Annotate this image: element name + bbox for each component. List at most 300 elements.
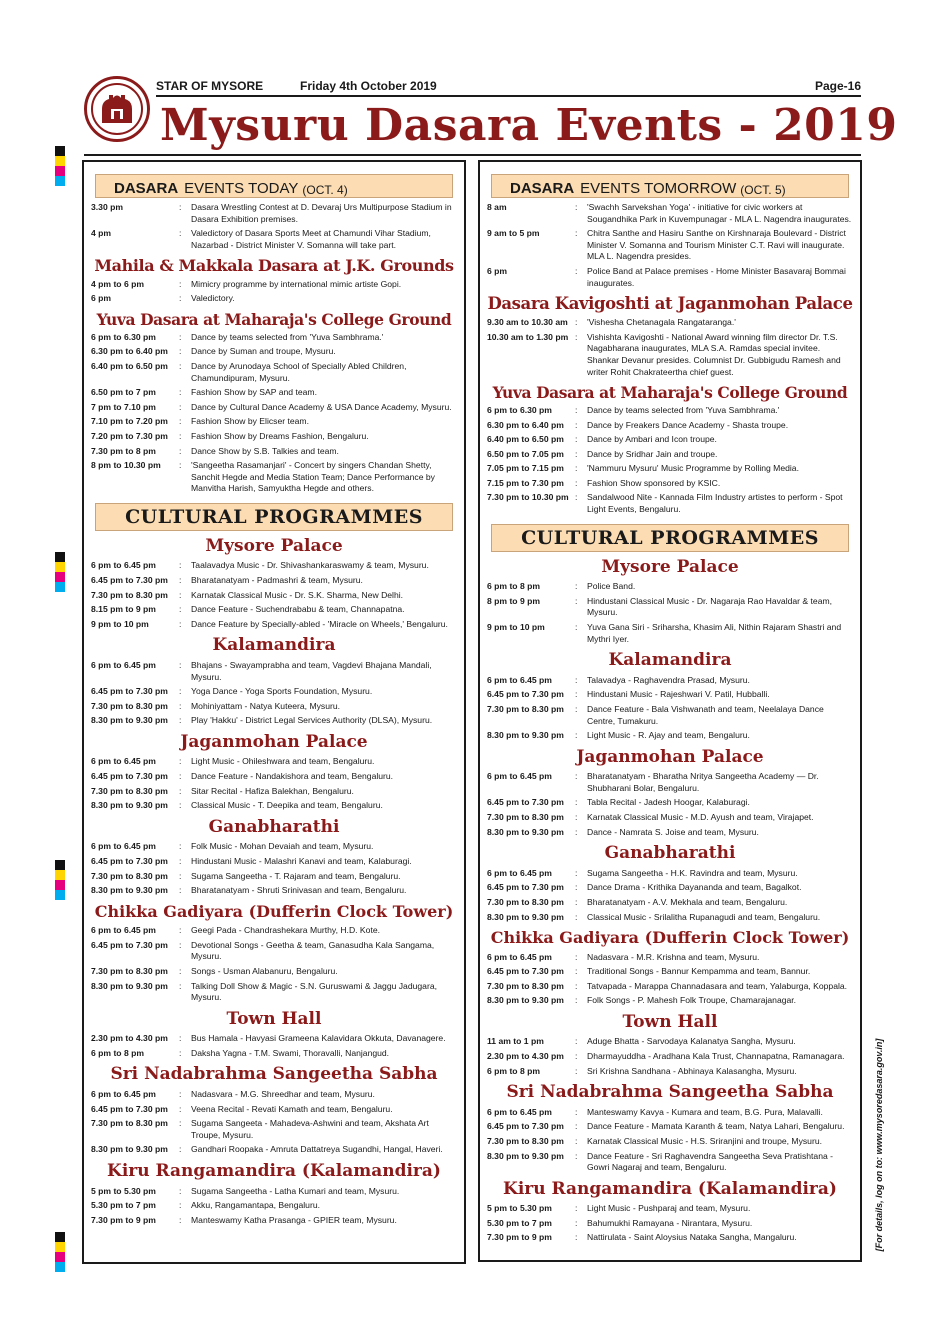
registration-strip-top: [55, 146, 65, 186]
events-today-column: [82, 160, 466, 1264]
event-row: [487, 1121, 853, 1133]
title-rule: [84, 154, 861, 156]
colon-separator: :: [179, 460, 182, 471]
website-note: [869, 1020, 884, 1270]
event-time: 6 pm to 6.45 pm: [487, 674, 552, 685]
events-tomorrow-banner: [491, 174, 849, 198]
event-description: Songs - Usman Alabanuru, Bengaluru.: [191, 965, 338, 976]
event-row: [487, 966, 853, 978]
event-row: [487, 730, 853, 742]
colon-separator: :: [179, 939, 182, 950]
event-row: [91, 293, 457, 305]
event-row: [91, 619, 457, 631]
colon-separator: :: [575, 1232, 578, 1243]
colon-separator: :: [575, 1036, 578, 1047]
event-time: 6.45 pm to 7.30 pm: [487, 689, 564, 700]
event-time: 8.30 pm to 9.30 pm: [91, 885, 168, 896]
event-description: Manteswamy Katha Prasanga - GPIER team, Mysuru.: [191, 1214, 397, 1225]
event-row: [91, 446, 457, 458]
colon-separator: :: [575, 419, 578, 430]
event-description: Sugama Sangeetha - T. Rajaram and team, Bengaluru.: [191, 870, 401, 881]
event-description: Sandalwood Nite - Kannada Film Industry artistes to perform - Spot Light Events, Bengaluru.: [587, 492, 843, 515]
event-time: 7.30 pm to 8.30 pm: [91, 965, 168, 976]
event-row: [487, 1136, 853, 1148]
colon-separator: :: [179, 416, 182, 427]
dasara-logo: [84, 76, 150, 142]
colon-separator: :: [179, 1089, 182, 1099]
venue-heading: Jaganmohan Palace: [576, 746, 764, 767]
event-time: 6 pm to 6.45 pm: [91, 1089, 156, 1099]
colon-separator: :: [575, 771, 578, 782]
event-time: 6.45 pm to 7.30 pm: [91, 855, 168, 866]
event-time: 7.30 pm to 8.30 pm: [487, 896, 564, 907]
colon-separator: :: [179, 1033, 182, 1044]
event-description: 'Swachh Sarvekshan Yoga' - initiative for civic workers at Sougandhika Park in Kuvempunagar - MLA L. Nagendra inaugurates.: [587, 202, 852, 224]
event-row: [487, 317, 853, 329]
event-time: 7 pm to 7.10 pm: [91, 401, 156, 412]
colon-separator: :: [575, 911, 578, 922]
event-row: [91, 1215, 457, 1227]
event-time: 4 pm to 6 pm: [91, 278, 145, 289]
event-row: [487, 995, 853, 1007]
colon-separator: :: [575, 730, 578, 741]
colon-separator: :: [575, 1203, 578, 1214]
event-time: 6.45 pm to 7.30 pm: [91, 771, 168, 782]
event-description: Traditional Songs - Bannur Kempamma and team, Bannur.: [587, 966, 811, 977]
venue-heading: Kiru Rangamandira (Kalamandira): [107, 1160, 441, 1181]
event-description: Gandhari Roopaka - Amruta Dattatreya Sugandhi, Hangal, Haveri.: [191, 1144, 443, 1155]
event-description: Light Music - R. Ajay and team, Bengaluru.: [587, 730, 750, 741]
event-description: Dance Drama - Krithika Dayananda and team, Bagalkot.: [587, 882, 802, 893]
event-time: 7.15 pm to 7.30 pm: [487, 477, 564, 488]
event-description: Dance Feature - Bala Vishwanath and team, Neelalaya Dance Centre, Tumakuru.: [587, 703, 824, 726]
cultural-programmes-banner: CULTURAL PROGRAMMES: [491, 524, 849, 552]
event-row: [91, 800, 457, 812]
event-row: [487, 492, 853, 515]
colon-separator: :: [179, 686, 182, 697]
colon-separator: :: [575, 621, 578, 632]
banner-date: (OCT. 5): [740, 183, 786, 197]
event-description: Light Music - Ohileshwara and team, Bengaluru.: [191, 756, 375, 767]
event-time: 8.15 pm to 9 pm: [91, 604, 156, 615]
event-description: Geegi Pada - Chandrashekara Murthy, H.D. Kote.: [191, 925, 380, 936]
colon-separator: :: [575, 812, 578, 823]
event-row: [91, 416, 457, 428]
event-description: Fashion Show sponsored by KSIC.: [587, 477, 721, 488]
website-note-text: [For details, log on to: www.mysoredasara.gov.in]: [874, 1038, 884, 1252]
event-time: 6 pm: [487, 265, 508, 276]
venues: [487, 558, 853, 1244]
colon-separator: :: [179, 659, 182, 670]
colon-separator: :: [179, 756, 182, 767]
banner-dasara: DASARA: [114, 180, 179, 197]
colon-separator: :: [179, 1200, 182, 1211]
event-row: [487, 704, 853, 727]
event-time: 5 pm to 5.30 pm: [91, 1185, 156, 1196]
event-description: Akku, Rangamantapa, Bengaluru.: [191, 1200, 320, 1211]
venue-heading: Chikka Gadiyara (Dufferin Clock Tower): [490, 928, 850, 948]
event-time: 7.30 pm to 8.30 pm: [91, 1118, 168, 1129]
registration-strip-bottom: [55, 1232, 65, 1272]
event-row: [91, 332, 457, 344]
venue-heading: Jaganmohan Palace: [180, 731, 368, 752]
event-row: [91, 686, 457, 698]
event-time: 2.30 pm to 4.30 pm: [91, 1033, 168, 1044]
event-row: [91, 981, 457, 1004]
event-row: [487, 420, 853, 432]
event-description: Sugama Sangeeta - Mahadeva-Ashwini and team, Akshata Art Troupe, Mysuru.: [191, 1118, 429, 1140]
colon-separator: :: [575, 581, 578, 592]
colon-separator: :: [179, 430, 182, 441]
colon-separator: :: [575, 995, 578, 1006]
event-time: 7.30 pm to 10.30 pm: [487, 492, 569, 503]
colon-separator: :: [575, 966, 578, 977]
event-row: [487, 1036, 853, 1048]
colon-separator: :: [179, 855, 182, 866]
event-time: 8.30 pm to 9.30 pm: [91, 980, 168, 991]
registration-strip-lower: [55, 860, 65, 900]
event-time: 7.10 pm to 7.20 pm: [91, 416, 168, 427]
event-time: 9 pm to 10 pm: [91, 618, 149, 629]
event-description: Talavadya - Raghavendra Prasad, Mysuru.: [587, 674, 750, 685]
event-time: 8.30 pm to 9.30 pm: [487, 826, 564, 837]
event-description: Taalavadya Music - Dr. Shivashankaraswamy & team, Mysuru.: [191, 560, 429, 571]
event-row: [91, 701, 457, 713]
sections: [91, 257, 457, 495]
event-description: Dance by Suman and troupe, Mysuru.: [191, 346, 336, 357]
event-description: 'Nammuru Mysuru' Music Programme by Rolling Media.: [587, 463, 799, 474]
event-row: [91, 202, 457, 225]
event-description: Classical Music - T. Deepika and team, Bengaluru.: [191, 800, 383, 811]
event-description: Vishishta Kavigoshti - National Award winning film director Dr. T.S. Nagabharana inaugurates, MLA S.A. Ramdas special invitee. Shankar Devanur presides. Columnist Dr. Gubbigudu Ramesh and writer Rohit Chakrateertha chief guest.: [587, 331, 841, 377]
event-description: Dance by Ambari and Icon troupe.: [587, 434, 717, 445]
event-row: [91, 346, 457, 358]
event-row: [487, 596, 853, 619]
event-row: [91, 1200, 457, 1212]
event-row: [487, 827, 853, 839]
event-time: 7.30 pm to 8.30 pm: [487, 1135, 564, 1146]
event-description: Dance - Namrata S. Joise and team, Mysuru.: [587, 826, 759, 837]
colon-separator: :: [179, 589, 182, 600]
colon-separator: :: [179, 1185, 182, 1196]
colon-separator: :: [179, 360, 182, 371]
event-description: Karnatak Classical Music - H.S. Sriranjini and troupe, Mysuru.: [587, 1135, 822, 1146]
event-description: Talking Doll Show & Magic - S.N. Guruswami & Jaggu Jadugara, Mysuru.: [191, 980, 437, 1003]
event-description: Hindustani Music - Rajeshwari V. Patil, Hubballi.: [587, 689, 770, 700]
event-description: 'Vishesha Chetanagala Rangataranga.': [587, 317, 736, 328]
event-time: 8 am: [487, 202, 507, 212]
event-description: Karnatak Classical Music - Dr. S.K. Sharma, New Delhi.: [191, 589, 404, 600]
colon-separator: :: [575, 882, 578, 893]
event-time: 6.40 pm to 6.50 pm: [91, 360, 168, 371]
colon-separator: :: [575, 463, 578, 474]
event-time: 5 pm to 5.30 pm: [487, 1203, 552, 1214]
event-description: Sugama Sangeetha - Latha Kumari and team, Mysuru.: [191, 1185, 400, 1196]
event-row: [487, 1107, 853, 1119]
event-description: Play 'Hakku' - District Legal Services Authority (DLSA), Mysuru.: [191, 715, 433, 726]
event-time: 6.45 pm to 7.30 pm: [91, 939, 168, 950]
colon-separator: :: [575, 228, 578, 239]
event-description: Police Band at Palace premises - Home Minister Basavaraj Bommai inaugurates.: [587, 265, 846, 288]
event-description: Bharatanatyam - Shruti Srinivasan and team, Bengaluru.: [191, 885, 407, 896]
event-description: Dance Feature - Sri Raghavendra Sangeetha Seva Pratishtana - Gowri Nagaraj and team, Bengaluru.: [587, 1150, 834, 1173]
venue-heading: Ganabharathi: [604, 843, 736, 864]
event-row: [487, 202, 853, 225]
colon-separator: :: [179, 1103, 182, 1114]
event-row: [91, 1089, 457, 1101]
banner-label: EVENTS TOMORROW: [580, 180, 737, 197]
event-description: Tatvapada - Marappa Channadasara and team, Yalaburga, Koppala.: [587, 980, 848, 991]
event-description: Yoga Dance - Yoga Sports Foundation, Mysuru.: [191, 686, 373, 697]
event-description: Bahumukhi Ramayana - Nirantara, Mysuru.: [587, 1217, 753, 1228]
event-time: 7.30 pm to 8.30 pm: [91, 589, 168, 600]
event-row: [91, 1118, 457, 1141]
event-time: 6.45 pm to 7.30 pm: [487, 1121, 564, 1132]
colon-separator: :: [179, 387, 182, 398]
event-row: [487, 478, 853, 490]
colon-separator: :: [179, 771, 182, 782]
event-description: Daksha Yagna - T.M. Swami, Thoravalli, Nanjangud.: [191, 1047, 390, 1058]
event-row: [91, 575, 457, 587]
event-row: [91, 1144, 457, 1156]
colon-separator: :: [575, 689, 578, 700]
event-row: [487, 581, 853, 593]
event-description: Nadasvara - M.G. Shreedhar and team, Mysuru.: [191, 1089, 375, 1099]
event-row: [91, 279, 457, 291]
event-time: 7.30 pm to 8.30 pm: [91, 785, 168, 796]
event-row: [487, 1232, 853, 1244]
banner-label: EVENTS TODAY: [184, 180, 299, 197]
event-description: Dasara Wrestling Contest at D. Devaraj Urs Multipurpose Stadium in Dasara Exhibition premises.: [191, 202, 452, 224]
venue-heading: Town Hall: [622, 1011, 718, 1032]
event-row: [487, 332, 853, 378]
venue-heading: Kiru Rangamandira (Kalamandira): [503, 1178, 837, 1199]
event-description: Chitra Santhe and Hasiru Santhe on Kirshnaraja Boulevard - District Minister V. Somanna and Tourism Minister C.T. Ravi will inaugurate. MLA L. Nagendra presides.: [587, 228, 846, 262]
event-description: Aduge Bhatta - Sarvodaya Kalanatya Sangha, Mysuru.: [587, 1036, 796, 1047]
sections: [487, 295, 853, 516]
event-row: [91, 431, 457, 443]
event-row: [487, 1051, 853, 1063]
event-time: 6 pm to 8 pm: [487, 1065, 541, 1076]
colon-separator: :: [179, 618, 182, 629]
event-description: Police Band.: [587, 581, 636, 592]
colon-separator: :: [575, 826, 578, 837]
event-row: [487, 1066, 853, 1078]
event-row: [487, 405, 853, 417]
colon-separator: :: [575, 595, 578, 606]
event-time: 7.30 pm to 9 pm: [91, 1214, 156, 1225]
event-time: 6 pm to 6.45 pm: [487, 1106, 552, 1117]
event-row: [487, 622, 853, 645]
colon-separator: :: [575, 1150, 578, 1161]
venues: [91, 537, 457, 1226]
venue-heading: Kalamandira: [608, 650, 732, 671]
event-time: 6 pm to 6.45 pm: [91, 925, 156, 936]
event-row: [487, 434, 853, 446]
event-row: [487, 1151, 853, 1174]
event-description: Mohiniyattam - Natya Kuteera, Mysuru.: [191, 700, 341, 711]
event-row: [91, 1186, 457, 1198]
colon-separator: :: [179, 1144, 182, 1155]
venue-heading: Mysore Palace: [601, 556, 739, 577]
event-time: 8.30 pm to 9.30 pm: [91, 1144, 168, 1155]
event-description: Dance by teams selected from 'Yuva Sambhrama.': [191, 331, 384, 342]
section-heading: Yuva Dasara at Maharaja's College Ground: [96, 309, 452, 329]
colon-separator: :: [179, 228, 182, 239]
event-description: Bharatanatyam - Padmashri & team, Mysuru.: [191, 575, 363, 586]
event-description: Bus Hamala - Havyasi Grameena Kalavidara Okkuta, Davanagere.: [191, 1033, 446, 1044]
event-time: 2.30 pm to 4.30 pm: [487, 1051, 564, 1062]
event-row: [91, 361, 457, 384]
colon-separator: :: [179, 278, 182, 289]
event-description: Nattirulata - Saint Aloysius Nataka Sangha, Mangaluru.: [587, 1232, 797, 1243]
colon-separator: :: [179, 700, 182, 711]
event-row: [487, 812, 853, 824]
colon-separator: :: [575, 1217, 578, 1228]
event-description: Folk Music - Mohan Devaiah and team, Mysuru.: [191, 841, 374, 852]
venue-heading: Town Hall: [226, 1008, 322, 1029]
event-description: Light Music - Pushparaj and team, Mysuru.: [587, 1203, 751, 1214]
colon-separator: :: [179, 445, 182, 456]
event-row: [487, 952, 853, 964]
event-row: [91, 940, 457, 963]
event-row: [91, 771, 457, 783]
colon-separator: :: [575, 448, 578, 459]
event-row: [91, 871, 457, 883]
event-description: Valedictory.: [191, 293, 235, 304]
event-row: [487, 897, 853, 909]
colon-separator: :: [575, 404, 578, 415]
event-description: Dharmayuddha - Aradhana Kala Trust, Channapatna, Ramanagara.: [587, 1051, 845, 1062]
event-description: Dance by teams selected from 'Yuva Sambhrama.': [587, 404, 780, 415]
event-row: [91, 604, 457, 616]
event-time: 6 pm to 6.45 pm: [91, 756, 156, 767]
event-description: Hindustani Classical Music - Dr. Nagaraja Rao Havaldar & team, Mysuru.: [587, 595, 833, 618]
event-time: 6.45 pm to 7.30 pm: [487, 797, 564, 808]
venue-heading: Chikka Gadiyara (Dufferin Clock Tower): [94, 901, 454, 921]
venue-heading: Ganabharathi: [208, 816, 340, 837]
event-time: 6 pm to 6.45 pm: [487, 951, 552, 962]
event-time: 4 pm: [91, 228, 112, 239]
event-time: 6.50 pm to 7 pm: [91, 387, 156, 398]
colon-separator: :: [179, 202, 182, 212]
event-time: 7.30 pm to 8.30 pm: [91, 700, 168, 711]
event-row: [487, 912, 853, 924]
colon-separator: :: [575, 1135, 578, 1146]
event-row: [91, 1048, 457, 1060]
event-row: [91, 925, 457, 937]
section-heading: Dasara Kavigoshti at Jaganmohan Palace: [487, 294, 853, 314]
event-description: Veena Recital - Revati Kamath and team, Bengaluru.: [191, 1103, 393, 1114]
event-time: 11 am to 1 pm: [487, 1036, 544, 1047]
colon-separator: :: [179, 575, 182, 586]
event-row: [91, 715, 457, 727]
event-time: 7.30 pm to 8.30 pm: [487, 703, 564, 714]
event-time: 8.30 pm to 9.30 pm: [91, 715, 168, 726]
event-time: 6.45 pm to 7.30 pm: [91, 686, 168, 697]
colon-separator: :: [179, 1118, 182, 1129]
colon-separator: :: [575, 674, 578, 685]
event-description: Fashion Show by SAP and team.: [191, 387, 317, 398]
event-row: [487, 981, 853, 993]
event-description: Fashion Show by Dreams Fashion, Bengaluru.: [191, 430, 369, 441]
event-time: 10.30 am to 1.30 pm: [487, 331, 569, 342]
event-description: Sitar Recital - Hafiza Balekhan, Bengaluru.: [191, 785, 354, 796]
event-row: [91, 460, 457, 495]
event-description: Fashion Show by Elicser team.: [191, 416, 309, 427]
colon-separator: :: [575, 980, 578, 991]
colon-separator: :: [575, 331, 578, 342]
event-time: 7.30 pm to 8.30 pm: [91, 870, 168, 881]
event-time: 6 pm to 6.45 pm: [487, 867, 552, 878]
event-row: [91, 885, 457, 897]
event-description: 'Sangeetha Rasamanjari' - Concert by singers Chandan Shetty, Sanchit Hegde and Media Station Team; Dance Performance by Manvitha Harish, Samyuktha Hegde and others.: [191, 460, 435, 494]
event-description: Dance by Freakers Dance Academy - Shasta troupe.: [587, 419, 789, 430]
colon-separator: :: [179, 841, 182, 852]
colon-separator: :: [575, 896, 578, 907]
event-description: Tabla Recital - Jadesh Hoogar, Kalaburagi.: [587, 797, 750, 808]
colon-separator: :: [575, 202, 578, 212]
colon-separator: :: [179, 800, 182, 811]
event-description: Dance Feature - Mamata Karanth & team, Natya Lahari, Bengaluru.: [587, 1121, 845, 1132]
registration-strip-middle: [55, 552, 65, 592]
page-number: Page-16: [814, 79, 861, 93]
colon-separator: :: [179, 560, 182, 571]
event-time: 6.30 pm to 6.40 pm: [91, 346, 168, 357]
event-time: 6.45 pm to 7.30 pm: [487, 966, 564, 977]
event-time: 9.30 am to 10.30 am: [487, 317, 568, 328]
venue-heading: Sri Nadabrahma Sangeetha Sabha: [506, 1082, 834, 1103]
event-time: 5.30 pm to 7 pm: [91, 1200, 156, 1211]
events-list: [91, 202, 457, 251]
colon-separator: :: [575, 797, 578, 808]
venue-heading: Kalamandira: [212, 635, 336, 656]
event-time: 6 pm to 8 pm: [91, 1047, 145, 1058]
event-time: 5.30 pm to 7 pm: [487, 1217, 552, 1228]
colon-separator: :: [179, 604, 182, 615]
event-row: [91, 590, 457, 602]
event-row: [487, 449, 853, 461]
event-time: 7.20 pm to 7.30 pm: [91, 430, 168, 441]
header-rule: [156, 95, 861, 97]
event-time: 6 pm to 6.30 pm: [487, 404, 552, 415]
event-description: Dance by Cultural Dance Academy & USA Dance Academy, Mysuru.: [191, 401, 452, 412]
event-description: Dance by Arunodaya School of Specially Abled Children, Chamundipuram, Mysuru.: [191, 360, 407, 383]
event-description: Classical Music - Srilalitha Rupanagudi and team, Bengaluru.: [587, 911, 821, 922]
event-time: 6 pm to 6.45 pm: [91, 841, 156, 852]
section-heading: Mahila & Makkala Dasara at J.K. Grounds: [94, 256, 454, 276]
event-description: Dance Feature - Suchendrababu & team, Channapatna.: [191, 604, 405, 615]
colon-separator: :: [575, 265, 578, 276]
venue-heading: Sri Nadabrahma Sangeetha Sabha: [110, 1064, 438, 1085]
event-time: 9 pm to 10 pm: [487, 621, 545, 632]
banner-date: (OCT. 4): [302, 183, 348, 197]
colon-separator: :: [575, 1121, 578, 1132]
event-time: 7.05 pm to 7.15 pm: [487, 463, 564, 474]
event-row: [91, 786, 457, 798]
event-description: Bharatanatyam - Bharatha Nritya Sangeetha Academy — Dr. Shubharani Bolar, Bengaluru.: [587, 771, 819, 793]
event-row: [91, 660, 457, 683]
event-time: 6 pm to 6.30 pm: [91, 331, 156, 342]
event-description: Hindustani Music - Malashri Kanavi and team, Kalaburagi.: [191, 855, 412, 866]
event-description: Sri Krishna Sandhana - Abhinaya Kalasangha, Mysuru.: [587, 1065, 797, 1076]
event-description: Manteswamy Kavya - Kumara and team, B.G. Pura, Malavalli.: [587, 1106, 823, 1117]
colon-separator: :: [575, 492, 578, 503]
event-row: [91, 387, 457, 399]
event-row: [91, 402, 457, 414]
colon-separator: :: [179, 925, 182, 936]
event-row: [487, 463, 853, 475]
